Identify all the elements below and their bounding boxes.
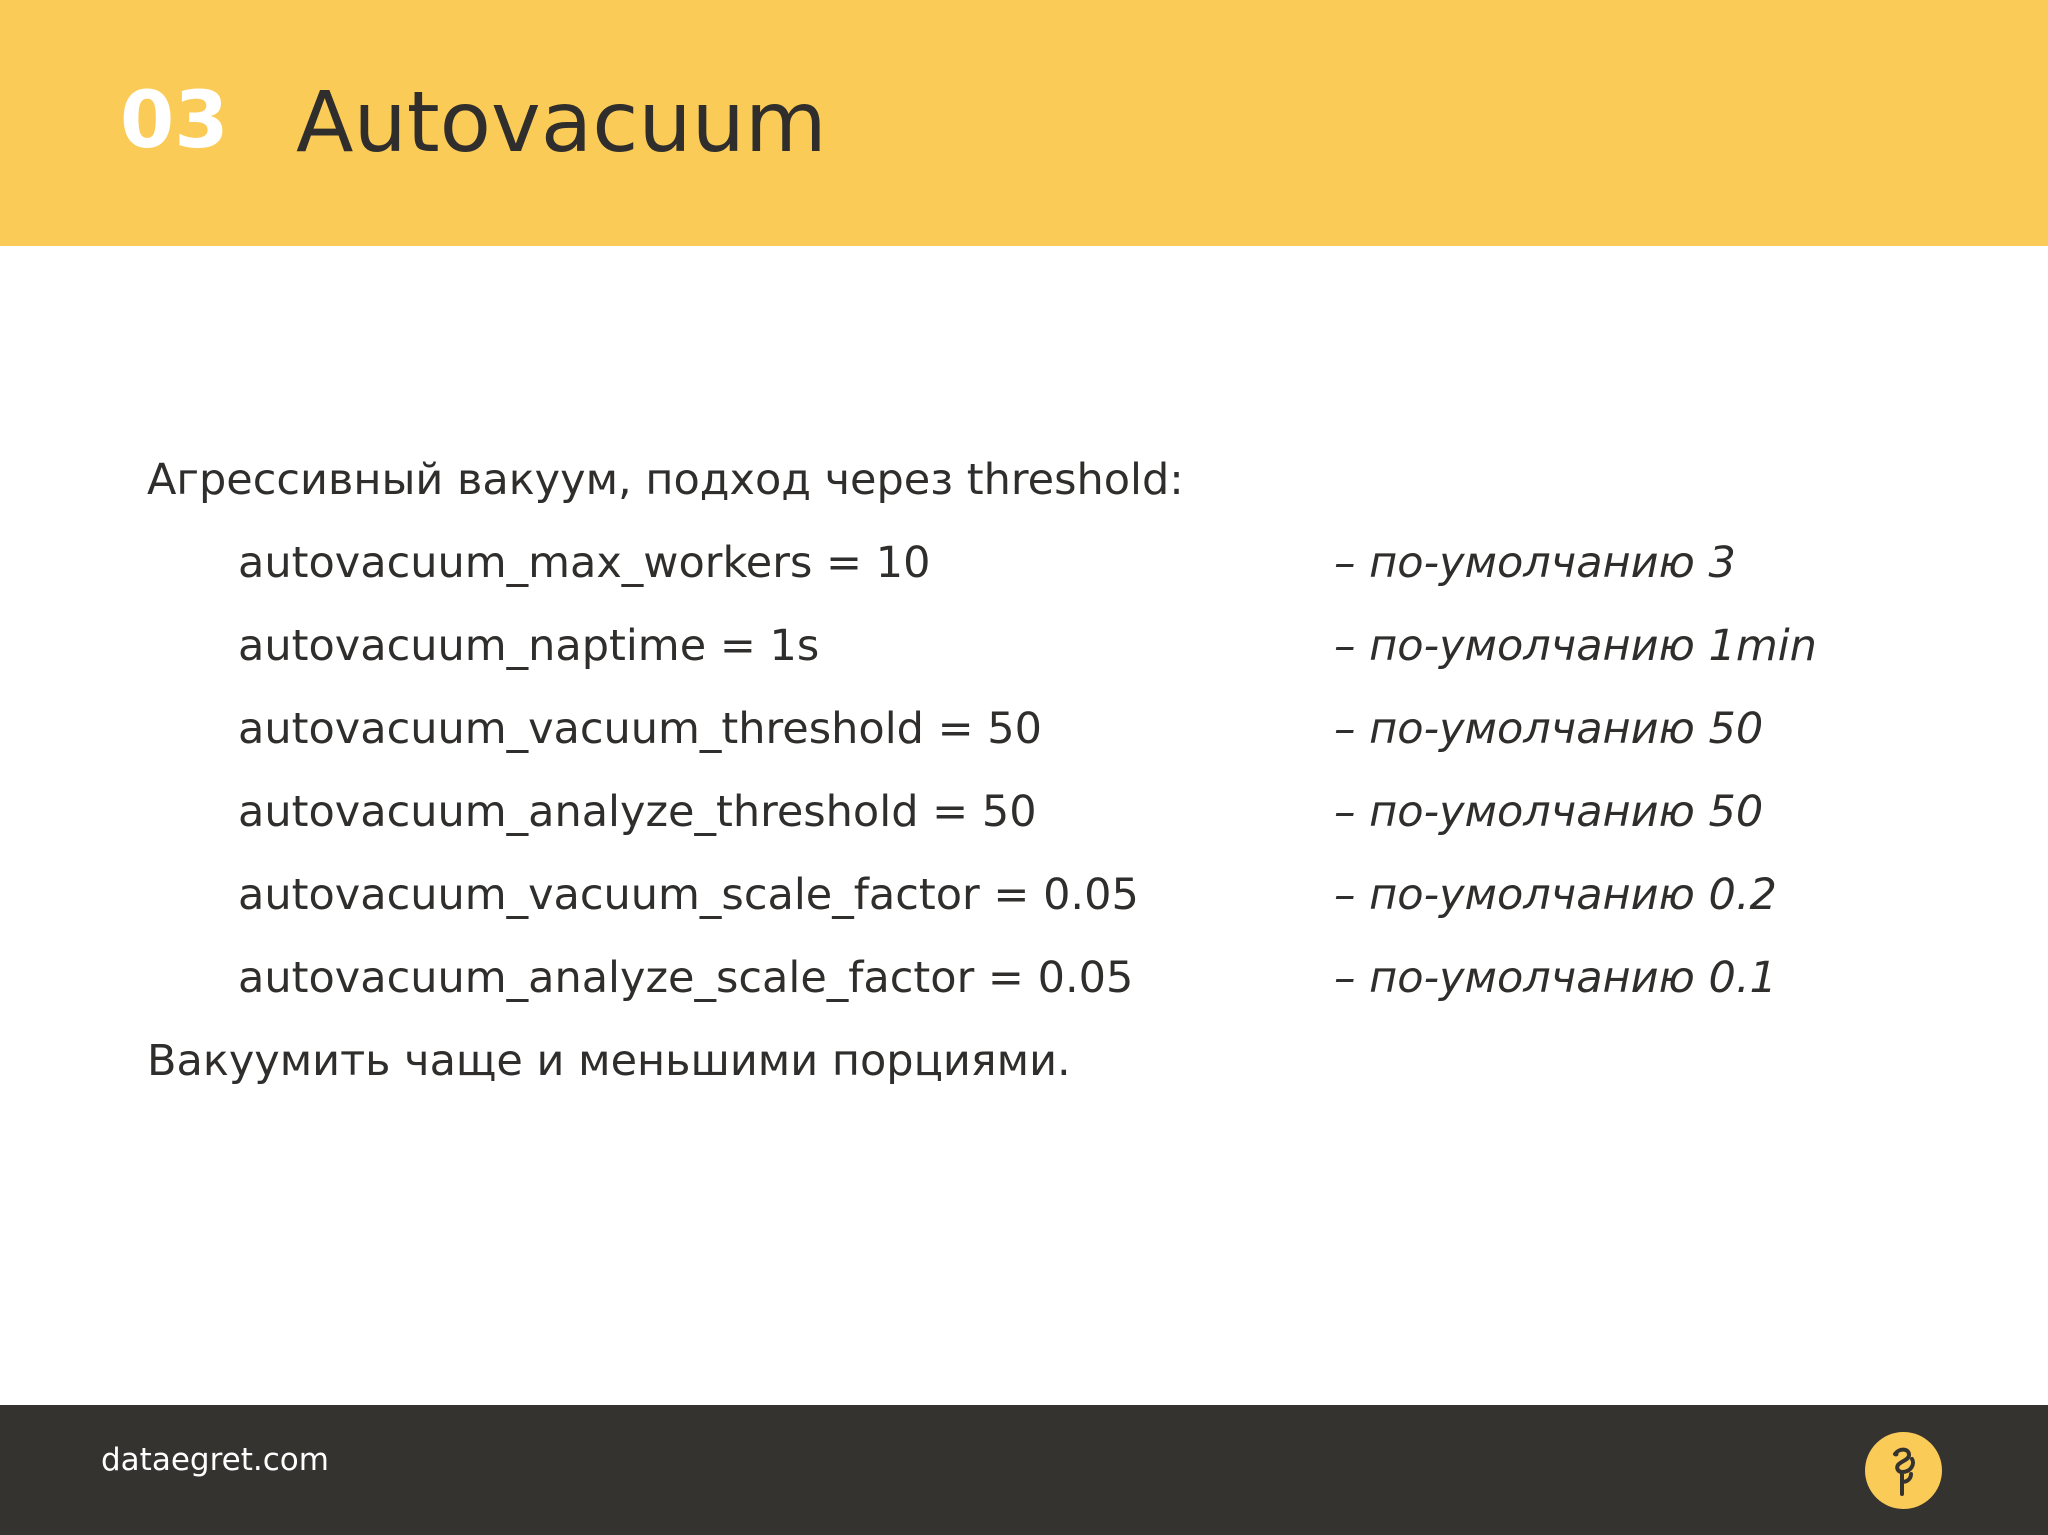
param-setting: autovacuum_vacuum_threshold = 50 [238, 704, 1043, 754]
param-setting: autovacuum_vacuum_scale_factor = 0.05 [238, 870, 1139, 920]
slide-content [147, 447, 1947, 1111]
param-setting: autovacuum_analyze_scale_factor = 0.05 [238, 953, 1134, 1003]
param-default: – по-умолчанию 50 [1334, 787, 1764, 837]
param-setting: autovacuum_analyze_threshold = 50 [238, 787, 1037, 837]
param-setting: autovacuum_max_workers = 10 [238, 538, 931, 588]
slide-title: Autovacuum [296, 73, 827, 171]
param-default: – по-умолчанию 0.1 [1334, 953, 1777, 1003]
param-default: – по-умолчанию 50 [1334, 704, 1764, 754]
param-default: – по-умолчанию 1min [1334, 621, 1817, 671]
website-link[interactable]: dataegret.com [101, 1442, 329, 1478]
param-default: – по-умолчанию 3 [1334, 538, 1736, 588]
slide-number: 03 [120, 76, 229, 166]
param-row [147, 530, 1947, 613]
slide-footer [0, 1405, 2048, 1535]
param-row [147, 779, 1947, 862]
param-row [147, 945, 1947, 1028]
param-row [147, 696, 1947, 779]
param-row [147, 613, 1947, 696]
param-setting: autovacuum_naptime = 1s [238, 621, 820, 671]
slide-header [0, 0, 2048, 246]
param-default: – по-умолчанию 0.2 [1334, 870, 1777, 920]
egret-logo-icon [1865, 1432, 1942, 1509]
conclusion-line: Вакуумить чаще и меньшими порциями. [147, 1036, 1071, 1086]
param-row [147, 862, 1947, 945]
intro-line: Агрессивный вакуум, подход через threshold: [147, 455, 1184, 505]
